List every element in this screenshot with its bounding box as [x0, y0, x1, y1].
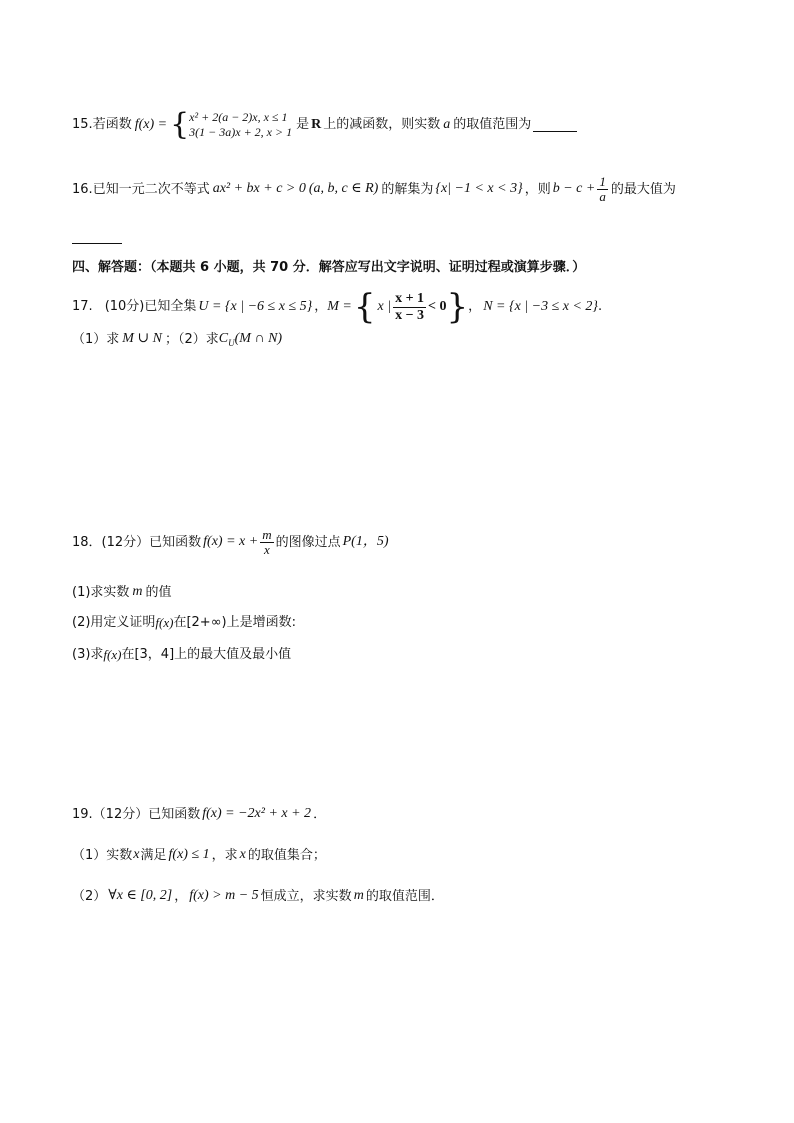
q19-title-pre: 19.（12分）已知函数: [72, 806, 201, 822]
q17-comma-2: ，: [468, 299, 482, 315]
q16-fraction-den: a: [599, 189, 606, 205]
question-15: [72, 107, 577, 142]
q17-text-1: (10分)已知全集: [104, 299, 197, 315]
q17-complement-sub: U: [228, 338, 235, 348]
q19-step-2-m: m: [353, 888, 364, 903]
q19-step-1-post: 的取值集合；: [247, 847, 326, 863]
q18-step-1-var: m: [132, 584, 143, 599]
q18-step-3-pre: (3)求: [72, 647, 104, 662]
q18-fraction: [260, 528, 273, 558]
q18-function: f(x) = x +: [203, 534, 259, 550]
q17-comma-1: ，: [314, 299, 328, 315]
question-18: [72, 528, 389, 558]
q18-step-2-func: f(x): [155, 615, 174, 630]
q15-text-1: 若函数: [92, 117, 132, 133]
q18-fraction-den: x: [264, 542, 270, 558]
q15-text-3: 上的减函数，则实数: [323, 117, 441, 133]
q19-step-2-forall: ∀x ∈ [0, 2]: [108, 888, 173, 903]
q15-real-set: R: [311, 116, 322, 132]
q16-expression: b − c +: [552, 181, 596, 197]
q19-step-1-mid: 满足: [140, 847, 167, 863]
q16-inequality: ax² + bx + c > 0: [212, 181, 306, 197]
q17-set-n: N = {x | −3 ≤ x < 2}: [483, 298, 599, 314]
question-19: [72, 806, 326, 823]
q17-m-prefix: M =: [327, 298, 352, 314]
q18-step-1-pre: (1)求实数: [72, 584, 130, 600]
q18-step-3-func: f(x): [103, 647, 122, 662]
q17-part-2: ；（2）求: [165, 331, 219, 347]
question-16: [72, 175, 676, 205]
q18-fraction-num: m: [262, 527, 272, 542]
q15-number: 15.: [72, 117, 93, 133]
q19-step-1-x2: x: [239, 847, 246, 862]
q19-step-1-ineq: f(x) ≤ 1: [168, 847, 210, 862]
q17-number: 17.: [72, 299, 93, 315]
q18-step-2: [72, 615, 296, 631]
q17-m-less-than: < 0: [428, 298, 447, 314]
q18-step-2-pre: (2)用定义证明: [72, 615, 156, 630]
q17-m-fraction: [393, 291, 426, 323]
q15-text-4: 的取值范围为: [453, 117, 532, 133]
q15-function: f(x) =: [134, 116, 168, 132]
q16-text-3: ，则: [524, 182, 551, 197]
section-4-heading: 四、解答题：（本题共 6 小题，共 70 分．解答应写出文字说明、证明过程或演算步骤．）: [72, 260, 586, 275]
q17-m-right-brace: }: [446, 287, 469, 327]
q16-text-2: 的解集为: [381, 182, 434, 197]
q15-var-a: a: [443, 116, 451, 132]
q18-point: P(1，5): [342, 534, 389, 550]
q16-text-4: 的最大值为: [610, 182, 676, 197]
q19-step-1-x: x: [133, 847, 140, 862]
q16-condition: (a, b, c ∈ R): [308, 181, 379, 197]
q15-piecewise: [189, 110, 292, 140]
q18-title-post: 的图像过点: [275, 535, 341, 550]
q19-step-1: [72, 847, 326, 864]
q17-part-1: （1）求: [72, 331, 120, 347]
q17-m-fraction-num: x + 1: [395, 291, 425, 307]
q16-solution-set: {x| −1 < x < 3}: [435, 181, 523, 197]
q19-step-1-mid2: ，求: [211, 847, 238, 863]
q16-fraction: [597, 175, 608, 205]
q15-left-brace: {: [170, 107, 190, 142]
q18-step-1: [72, 584, 172, 601]
q19-step-2-post: 的取值范围．: [365, 888, 444, 904]
q19-step-1-pre: （1）实数: [72, 847, 133, 863]
q17-end: .: [598, 299, 603, 315]
q16-number: 16.: [72, 182, 93, 197]
question-17: [72, 287, 603, 327]
q19-step-2-ineq: f(x) > m − 5: [189, 888, 259, 903]
q16-fraction-num: 1: [599, 174, 606, 189]
q17-m-left-brace: {: [353, 287, 376, 327]
q19-step-2: [72, 888, 444, 905]
q19-step-2-mid: 恒成立，求实数: [260, 888, 352, 904]
q18-step-1-post: 的值: [145, 584, 172, 600]
q17-part-1-expr: M ∪ N: [122, 331, 163, 346]
q19-function: f(x) = −2x² + x + 2: [202, 806, 312, 821]
q16-text-1: 已知一元二次不等式: [92, 182, 210, 197]
q18-title-pre: 18．(12分）已知函数: [72, 535, 202, 550]
q18-step-3: [72, 647, 291, 663]
q18-step-3-post: 在[3，4]上的最大值及最小值: [121, 647, 292, 662]
q15-case-2: 3(1 − 3a)x + 2, x > 1: [189, 125, 293, 139]
q17-parts: [72, 331, 282, 348]
q17-m-var: x |: [377, 298, 392, 314]
q19-step-2-comma: ，: [174, 888, 188, 904]
q17-part-2-expr: (M ∩ N): [234, 331, 283, 346]
q15-text-2: 是: [296, 117, 310, 133]
q19-title-end: ．: [313, 806, 327, 822]
q19-step-2-pre: （2）: [72, 888, 107, 904]
q17-m-fraction-den: x − 3: [395, 307, 425, 323]
q18-step-2-post: 在[2+∞)上是增函数:: [173, 615, 296, 630]
q15-answer-blank[interactable]: [533, 119, 577, 132]
q17-complement: C: [218, 331, 229, 346]
q17-universal-set: U = {x | −6 ≤ x ≤ 5}: [198, 298, 313, 314]
q15-case-1: x² + 2(a − 2)x, x ≤ 1: [189, 110, 288, 124]
q16-answer-blank[interactable]: [72, 231, 122, 244]
